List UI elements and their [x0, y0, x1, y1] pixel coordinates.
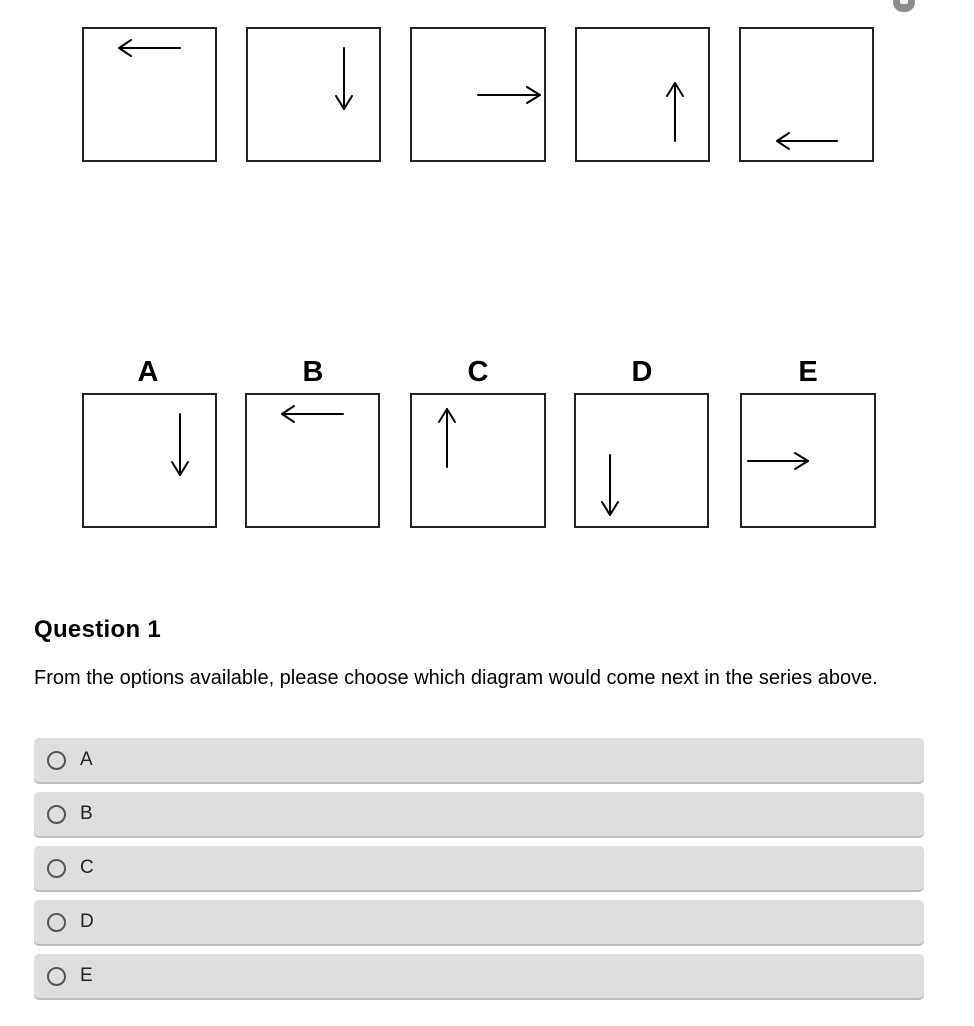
option-label-d: D [80, 911, 94, 932]
answer-letter-b: B [302, 356, 324, 388]
answer-letter-e: E [798, 356, 818, 388]
answer-letter-a: A [137, 356, 159, 388]
answer-arrow-d-down-arrow-icon [602, 455, 618, 515]
option-c[interactable] [34, 846, 924, 890]
option-label-b: B [80, 803, 93, 824]
answer-box-c [411, 394, 545, 527]
answer-arrow-c-up-arrow-icon [439, 409, 455, 467]
answer-box-d [575, 394, 708, 527]
question-text: From the options available, please choose which diagram would come next in the series above. [34, 667, 878, 689]
radio-button-b[interactable] [47, 805, 66, 824]
answer-arrow-b-left-arrow-icon [282, 406, 343, 422]
question-title: Question 1 [34, 616, 162, 643]
answer-options [34, 738, 924, 1008]
option-d[interactable] [34, 900, 924, 944]
answer-arrow-e-right-arrow-icon [748, 453, 808, 469]
radio-button-e[interactable] [47, 967, 66, 986]
answer-box-a [83, 394, 216, 527]
option-e[interactable] [34, 954, 924, 998]
radio-button-a[interactable] [47, 751, 66, 770]
series-box-4 [576, 28, 709, 161]
option-b[interactable] [34, 792, 924, 836]
option-a[interactable] [34, 738, 924, 782]
answer-arrow-a-down-arrow-icon [172, 414, 188, 475]
answer-letter-c: C [467, 356, 489, 388]
series-arrow-3-right-arrow-icon [478, 87, 540, 103]
radio-button-c[interactable] [47, 859, 66, 878]
option-label-e: E [80, 965, 93, 986]
option-label-c: C [80, 857, 94, 878]
series-box-2 [247, 28, 380, 161]
option-label-a: A [80, 749, 93, 770]
radio-button-d[interactable] [47, 913, 66, 932]
series-arrow-4-up-arrow-icon [667, 83, 683, 141]
series-arrow-1-left-arrow-icon [119, 40, 180, 56]
series-arrow-5-left-arrow-icon [777, 133, 837, 149]
series-arrow-2-down-arrow-icon [336, 48, 352, 109]
answer-letter-d: D [631, 356, 653, 388]
